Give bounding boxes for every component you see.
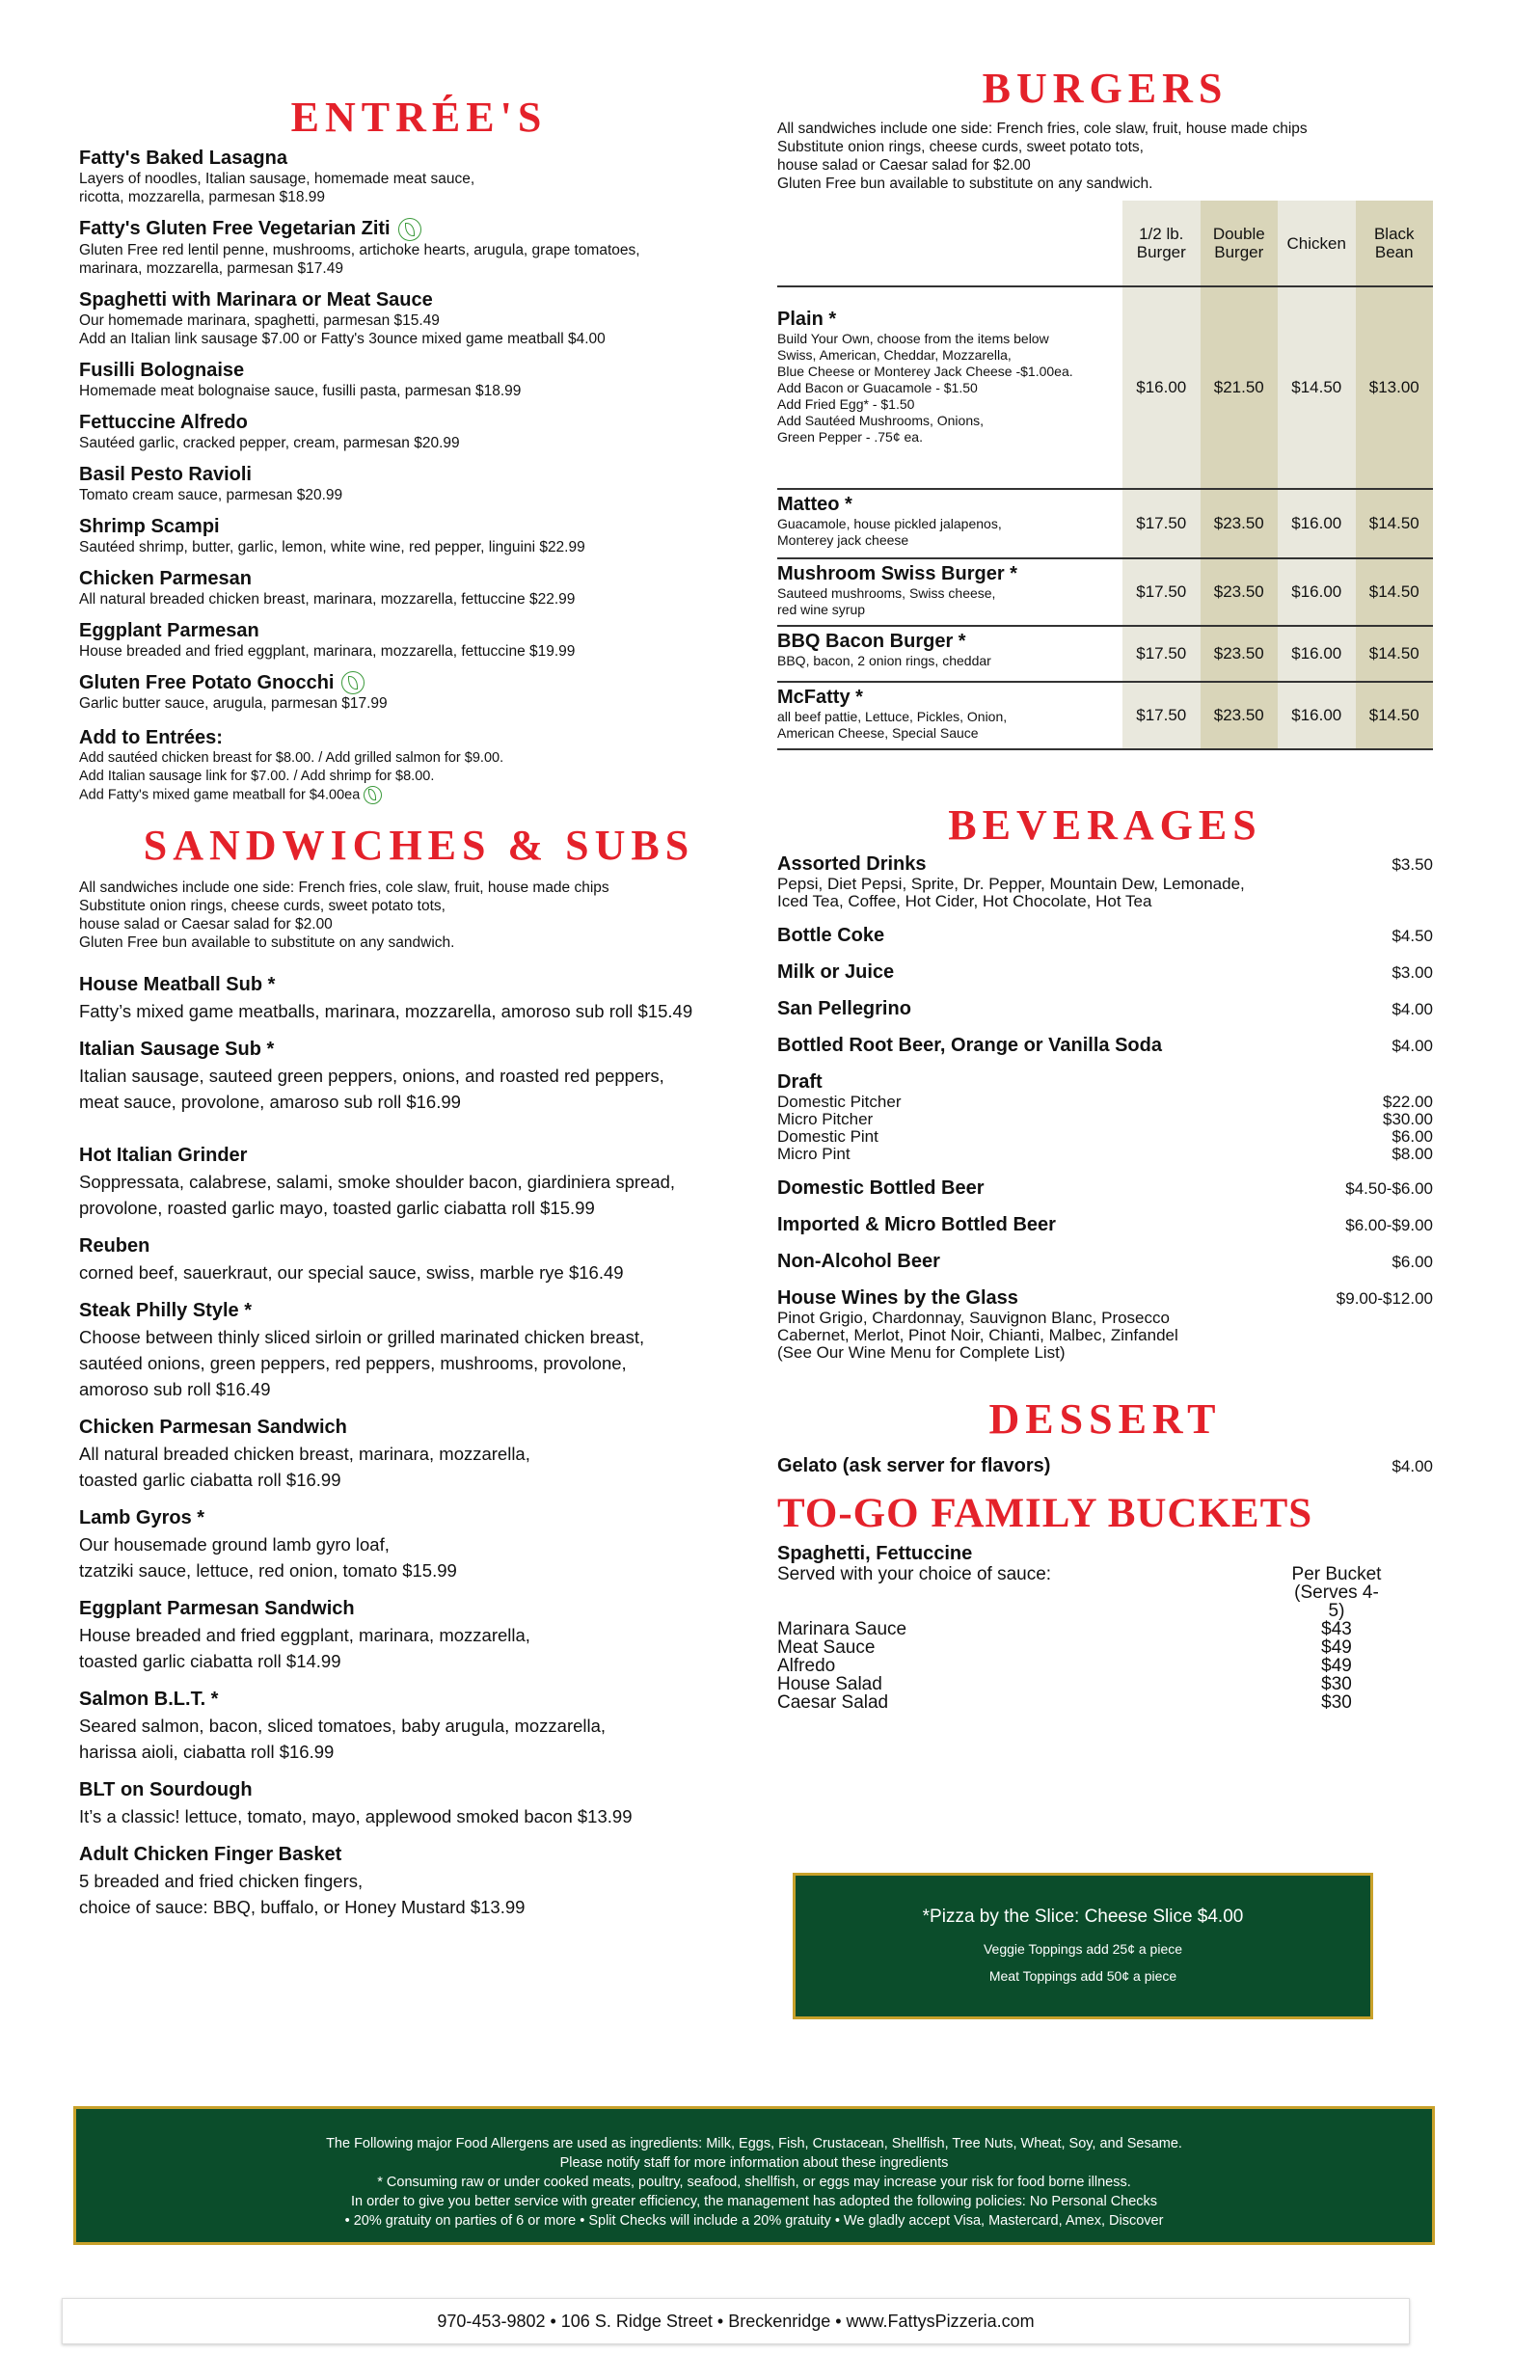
add-to-entrees-title: Add to Entrées: [79,727,223,749]
intro-line: Gluten Free bun available to substitute on any sandwich. [79,933,455,951]
beverage-item [777,1286,1433,1362]
entree-desc: Sautéed shrimp, butter, garlic, lemon, white wine, red pepper, linguini $22.99 [79,538,585,555]
beverage-name: Imported & Micro Bottled Beer [777,1214,1056,1235]
sandwich-name: Lamb Gyros * [79,1506,205,1528]
burger-desc: BBQ, bacon, 2 onion rings, cheddar [777,653,991,668]
entree-name [79,411,759,434]
entree-name-text: Shrimp Scampi [79,515,220,537]
family-label: Meat Sauce [777,1637,876,1658]
beverage-list [777,852,1433,1362]
sandwich-item [79,1416,759,1493]
entree-desc: Tomato cream sauce, parmesan $20.99 [79,486,343,503]
burger-row [777,626,1433,682]
sandwich-desc: provolone, roasted garlic mayo, toasted garlic ciabatta roll $15.99 [79,1197,595,1218]
sandwich-desc: 5 breaded and fried chicken fingers, [79,1870,364,1891]
family-price: $30 [1321,1692,1352,1713]
intro-line: house salad or Caesar salad for $2.00 [777,157,1031,174]
entree-desc: Garlic butter sauce, arugula, parmesan $17.99 [79,695,388,713]
draft-price: $22.00 [1383,1093,1433,1111]
sandwich-list [79,973,759,1920]
burger-desc: Add Sautéed Mushrooms, Onions, [777,413,985,428]
burger-name-cell [777,286,1122,489]
burger-price: $23.50 [1201,489,1279,558]
sandwich-name: Reuben [79,1234,150,1257]
beverage-price: $4.50-$6.00 [1345,1179,1433,1198]
burger-price: $16.00 [1278,489,1356,558]
beverages-heading: BEVERAGES [948,801,1262,849]
beverage-row [777,1213,1433,1236]
burger-price: $17.50 [1122,489,1201,558]
entrees-heading: ENTRÉE'S [290,94,548,141]
entree-desc: Gluten Free red lentil penne, mushrooms, artichoke hearts, arugula, grape tomatoes, [79,241,640,258]
sandwich-desc: Soppressata, calabrese, salami, smoke shoulder bacon, giardiniera spread, [79,1171,676,1192]
sandwich-name: Italian Sausage Sub * [79,1038,275,1060]
family-price: $30 [1321,1674,1352,1694]
sandwich-name: Chicken Parmesan Sandwich [79,1416,347,1438]
sandwich-item [79,1778,759,1829]
burger-price: $14.50 [1356,682,1434,749]
intro-line: Gluten Free bun available to substitute on any sandwich. [777,176,1153,192]
right-column [777,65,1433,1713]
burger-desc: American Cheese, Special Sauce [777,725,979,741]
header-line: Burger [1136,243,1186,261]
sandwich-item [79,1299,759,1402]
sandwich-desc: Seared salmon, bacon, sliced tomatoes, baby arugula, mozzarella, [79,1715,607,1736]
burger-row [777,489,1433,558]
beverage-row [777,997,1433,1020]
sandwich-desc: toasted garlic ciabatta roll $16.99 [79,1469,341,1490]
burger-desc: Blue Cheese or Monterey Jack Cheese -$1.00ea. [777,364,1073,379]
sandwich-item [79,1234,759,1285]
family-price: $49 [1321,1656,1352,1676]
sandwich-desc: sautéed onions, green peppers, red peppers, mushrooms, provolone, [79,1352,627,1373]
sandwich-desc: harissa aioli, ciabatta roll $16.99 [79,1741,335,1762]
burger-price: $13.00 [1356,286,1434,489]
sandwich-item [79,1038,759,1115]
family-label: Caesar Salad [777,1692,889,1713]
header-black-bean [1356,201,1434,286]
beverage-row [777,924,1433,947]
beverage-item [777,1034,1433,1057]
family-per-bucket: Per Bucket [1291,1564,1382,1584]
header-line: 1/2 lb. [1139,225,1184,243]
sandwich-name: Adult Chicken Finger Basket [79,1843,342,1865]
sandwich-desc: Italian sausage, sauteed green peppers, onions, and roasted red peppers, [79,1065,664,1086]
burgers-intro [777,120,1433,193]
beverage-price: $6.00 [1391,1253,1433,1271]
beverage-desc: (See Our Wine Menu for Complete List) [777,1343,1066,1362]
entree-item [79,671,759,714]
entree-item [79,619,759,661]
burger-desc: Sauteed mushrooms, Swiss cheese, [777,585,996,601]
beverage-item [777,960,1433,984]
sandwich-name: Eggplant Parmesan Sandwich [79,1597,355,1619]
sandwich-name: Salmon B.L.T. * [79,1688,219,1710]
gluten-free-leaf-icon [398,218,421,241]
entree-desc: marinara, mozzarella, parmesan $17.49 [79,259,343,277]
entree-name [79,217,759,241]
beverage-desc: Pinot Grigio, Chardonnay, Sauvignon Blanc, Prosecco [777,1309,1170,1327]
entree-desc: House breaded and fried eggplant, marinara, mozzarella, fettuccine $19.99 [79,642,576,660]
beverage-name: Non-Alcohol Beer [777,1251,940,1272]
entree-desc: ricotta, mozzarella, parmesan $18.99 [79,189,326,205]
beverage-item [777,852,1433,910]
burgers-heading: BURGERS [982,65,1229,112]
family-label: Alfredo [777,1656,836,1676]
family-buckets-heading: TO-GO FAMILY BUCKETS [777,1491,1313,1536]
dessert-price: $4.00 [1391,1457,1433,1475]
family-rows [777,1620,1433,1712]
family-served-row [777,1565,1433,1583]
family-served: Served with your choice of sauce: [777,1564,1052,1584]
entree-desc: Layers of noodles, Italian sausage, homemade meat sauce, [79,171,475,187]
add-line-meatball [79,786,759,804]
family-buckets [777,1542,1433,1712]
burger-price: $16.00 [1278,558,1356,626]
entree-name [79,288,759,311]
entree-name-text: Fettuccine Alfredo [79,411,248,433]
beverage-price: $9.00-$12.00 [1336,1289,1433,1308]
beverage-name: Assorted Drinks [777,853,927,875]
beverage-name: House Wines by the Glass [777,1287,1018,1309]
sandwich-item [79,1688,759,1765]
burger-price: $16.00 [1122,286,1201,489]
burger-price: $21.50 [1201,286,1279,489]
allergen-line: Please notify staff for more information about these ingredients [559,2155,949,2171]
beverage-name: Milk or Juice [777,961,895,983]
family-row [777,1657,1433,1675]
entree-item [79,288,759,348]
beverage-row [777,1176,1433,1200]
intro-line: All sandwiches include one side: French fries, cole slaw, fruit, house made chips [79,879,609,896]
sandwich-desc: Choose between thinly sliced sirloin or grilled marinated chicken breast, [79,1326,645,1347]
family-price: $49 [1321,1637,1352,1658]
draft-row [777,1111,1433,1128]
sandwich-desc: House breaded and fried eggplant, marinara, mozzarella, [79,1624,530,1645]
entree-name-text: Spaghetti with Marinara or Meat Sauce [79,288,433,311]
entree-desc: Sautéed garlic, cracked pepper, cream, parmesan $20.99 [79,434,460,451]
burger-name: Matteo * [777,494,852,515]
family-row [777,1638,1433,1657]
beverage-item [777,997,1433,1020]
burger-desc: Guacamole, house pickled jalapenos, [777,516,1002,531]
family-label: House Salad [777,1674,882,1694]
entree-desc: Add an Italian link sausage $7.00 or Fatty's 3ounce mixed game meatball $4.00 [79,330,606,347]
entree-name-text: Basil Pesto Ravioli [79,463,252,485]
entree-item [79,567,759,609]
entree-name-text: Fusilli Bolognaise [79,359,245,381]
beverage-desc: Pepsi, Diet Pepsi, Sprite, Dr. Pepper, Mountain Dew, Lemonade, [777,875,1245,893]
entree-name-text: Fatty's Gluten Free Vegetarian Ziti [79,218,391,239]
entree-name-text: Chicken Parmesan [79,567,252,589]
family-name: Spaghetti, Fettuccine [777,1543,973,1564]
add-to-entrees [79,726,759,804]
burger-price: $14.50 [1356,489,1434,558]
beverage-name: Domestic Bottled Beer [777,1177,985,1199]
sandwich-item [79,973,759,1024]
burger-price: $17.50 [1122,682,1201,749]
beverage-name: San Pellegrino [777,998,911,1019]
burger-price-table [777,201,1433,750]
pizza-main: *Pizza by the Slice: Cheese Slice $4.00 [922,1907,1244,1927]
allergen-line: • 20% gratuity on parties of 6 or more • Split Checks will include a 20% gratuity • We gladly accept Visa, Mastercard, Amex, Discover [344,2213,1164,2229]
draft-row [777,1146,1433,1163]
beverage-name: Bottled Root Beer, Orange or Vanilla Soda [777,1035,1162,1056]
beverage-item [777,1213,1433,1236]
entree-item [79,359,759,400]
allergen-line: The Following major Food Allergens are used as ingredients: Milk, Eggs, Fish, Crustacean, Shellfish, Tree Nuts, Wheat, Soy, and Sesame. [326,2136,1182,2151]
sandwich-desc: tzatziki sauce, lettuce, red onion, tomato $15.99 [79,1559,457,1581]
entree-name [79,359,759,382]
family-row [777,1620,1433,1638]
draft-label: Micro Pitcher [777,1110,874,1128]
burger-desc: Green Pepper - .75¢ ea. [777,429,923,445]
allergen-notice [73,2106,1435,2245]
sandwich-desc: meat sauce, provolone, amaroso sub roll $16.99 [79,1091,461,1112]
entree-desc: Homemade meat bolognaise sauce, fusilli pasta, parmesan $18.99 [79,382,522,399]
dessert-item [777,1454,1433,1477]
burger-price: $23.50 [1201,558,1279,626]
sandwiches-intro [79,879,759,952]
burger-price: $14.50 [1356,626,1434,682]
entree-item [79,515,759,556]
beverage-price: $4.00 [1391,1037,1433,1055]
beverage-price: $4.50 [1391,927,1433,945]
family-serves-row [777,1583,1433,1620]
family-serves: (Serves 4-5) [1294,1582,1379,1621]
burger-desc: Build Your Own, choose from the items below [777,331,1049,346]
sandwich-desc: corned beef, sauerkraut, our special sauce, swiss, marble rye $16.49 [79,1261,624,1283]
entree-name-text: Eggplant Parmesan [79,619,259,641]
burger-desc: red wine syrup [777,602,866,617]
draft-name: Draft [777,1071,823,1093]
entree-name [79,515,759,538]
header-line: Chicken [1286,233,1346,253]
entree-name [79,619,759,642]
dessert-name: Gelato (ask server for flavors) [777,1455,1051,1476]
contact-footer: 970-453-9802 • 106 S. Ridge Street • Breckenridge • www.FattysPizzeria.com [62,2298,1410,2344]
header-half-lb [1122,201,1201,286]
header-line: Black [1373,225,1415,243]
draft-label: Domestic Pint [777,1127,878,1146]
dessert-heading: DESSERT [988,1395,1222,1443]
sandwich-desc: toasted garlic ciabatta roll $14.99 [79,1650,341,1671]
header-line: Double [1212,225,1265,243]
burger-price: $16.00 [1278,682,1356,749]
beverage-row [777,852,1433,876]
header-chicken [1278,201,1356,286]
sandwich-item [79,1843,759,1920]
burger-name-cell [777,682,1122,749]
sandwich-name: House Meatball Sub * [79,973,276,995]
beverage-item [777,1176,1433,1200]
entree-desc: All natural breaded chicken breast, marinara, mozzarella, fettuccine $22.99 [79,590,576,608]
allergen-line: * Consuming raw or under cooked meats, poultry, seafood, shellfish, or eggs may increase your risk for food borne illness. [377,2175,1131,2190]
entree-item [79,463,759,504]
sandwich-desc: choice of sauce: BBQ, buffalo, or Honey Mustard $13.99 [79,1896,526,1917]
allergen-line: In order to give you better service with greater efficiency, the management has adopted the following policies: No Personal Checks [350,2194,1158,2209]
sandwich-name: Steak Philly Style * [79,1299,252,1321]
sandwich-desc: amoroso sub roll $16.49 [79,1378,271,1399]
burger-price: $23.50 [1201,626,1279,682]
intro-line: Substitute onion rings, cheese curds, sweet potato tots, [79,897,446,914]
sandwiches-heading: SANDWICHES & SUBS [143,821,695,869]
entree-item [79,147,759,206]
beverage-row [777,960,1433,984]
family-row [777,1675,1433,1693]
burger-price: $17.50 [1122,626,1201,682]
burger-price: $14.50 [1356,558,1434,626]
intro-line: Substitute onion rings, cheese curds, sweet potato tots, [777,139,1144,155]
entree-list [79,147,759,713]
entree-name-text: Fatty's Baked Lasagna [79,148,287,169]
draft-label: Micro Pint [777,1145,851,1163]
add-line: Add sautéed chicken breast for $8.00. / Add grilled salmon for $9.00. [79,750,504,767]
burger-desc: Add Fried Egg* - $1.50 [777,396,915,412]
burger-name-cell [777,489,1122,558]
draft-price: $6.00 [1391,1127,1433,1146]
burger-name-cell [777,626,1122,682]
burger-name-cell [777,558,1122,626]
burger-row [777,558,1433,626]
pizza-meat: Meat Toppings add 50¢ a piece [988,1968,1177,1984]
beverage-price: $3.00 [1391,963,1433,982]
draft-row [777,1128,1433,1146]
burger-price: $17.50 [1122,558,1201,626]
intro-line: house salad or Caesar salad for $2.00 [79,915,333,933]
burger-name: Plain * [777,309,837,330]
burger-desc: all beef pattie, Lettuce, Pickles, Onion, [777,709,1008,724]
draft-label: Domestic Pitcher [777,1093,902,1111]
beverage-price: $3.50 [1391,855,1433,874]
entree-name [79,463,759,486]
beverage-desc: Cabernet, Merlot, Pinot Noir, Chianti, Malbec, Zinfandel [777,1326,1178,1344]
beverage-item [777,1250,1433,1273]
pizza-veggie: Veggie Toppings add 25¢ a piece [983,1941,1183,1957]
burger-desc: Add Bacon or Guacamole - $1.50 [777,380,978,395]
header-double [1201,201,1279,286]
beverage-desc: Iced Tea, Coffee, Hot Cider, Hot Chocolate, Hot Tea [777,892,1152,910]
family-row [777,1693,1433,1712]
burger-row [777,682,1433,749]
left-column [79,96,759,1934]
beverage-row [777,1250,1433,1273]
family-label: Marinara Sauce [777,1619,907,1639]
spacer [777,1583,1288,1620]
burger-name: BBQ Bacon Burger * [777,631,966,652]
header-line: Bean [1374,243,1414,261]
burger-desc: Swiss, American, Cheddar, Mozzarella, [777,347,1012,363]
burger-price: $14.50 [1278,286,1356,489]
sandwich-desc: It’s a classic! lettuce, tomato, mayo, applewood smoked bacon $13.99 [79,1805,633,1826]
burger-table-header [777,201,1433,286]
sandwich-item [79,1144,759,1221]
burger-desc: Monterey jack cheese [777,532,909,548]
gluten-free-leaf-icon [364,786,382,804]
beverage-price: $6.00-$9.00 [1345,1216,1433,1234]
beverage-price: $4.00 [1391,1000,1433,1018]
beverage-item [777,924,1433,947]
sandwich-name: BLT on Sourdough [79,1778,253,1800]
header-blank [777,201,1122,286]
sandwich-name: Hot Italian Grinder [79,1144,248,1166]
draft-section [777,1070,1433,1163]
entree-item [79,411,759,452]
intro-line: All sandwiches include one side: French fries, cole slaw, fruit, house made chips [777,121,1308,137]
sandwich-desc: All natural breaded chicken breast, marinara, mozzarella, [79,1443,530,1464]
entree-name [79,147,759,170]
header-line: Burger [1214,243,1264,261]
entree-name [79,567,759,590]
draft-row [777,1094,1433,1111]
entree-desc: Our homemade marinara, spaghetti, parmesan $15.49 [79,311,440,329]
entree-name-text: Gluten Free Potato Gnocchi [79,671,335,693]
beverage-name: Bottle Coke [777,925,885,946]
burger-name: McFatty * [777,687,863,708]
sandwich-desc: Fatty’s mixed game meatballs, marinara, mozzarella, amoroso sub roll $15.49 [79,1000,693,1021]
pizza-by-slice-box [793,1873,1373,2019]
entree-item [79,217,759,278]
burger-price: $16.00 [1278,626,1356,682]
add-line: Add Fatty's mixed game meatball for $4.00ea [79,787,361,803]
family-price: $43 [1321,1619,1352,1639]
beverage-row [777,1286,1433,1310]
burger-row [777,286,1433,489]
burger-price: $23.50 [1201,682,1279,749]
beverage-row [777,1034,1433,1057]
burger-name: Mushroom Swiss Burger * [777,563,1017,584]
gluten-free-leaf-icon [341,671,365,694]
sandwich-item [79,1597,759,1674]
sandwich-desc: Our housemade ground lamb gyro loaf, [79,1533,390,1555]
add-line: Add Italian sausage link for $7.00. / Add shrimp for $8.00. [79,769,435,785]
sandwich-item [79,1506,759,1583]
draft-price: $8.00 [1391,1145,1433,1163]
draft-price: $30.00 [1383,1110,1433,1128]
entree-name [79,671,759,695]
